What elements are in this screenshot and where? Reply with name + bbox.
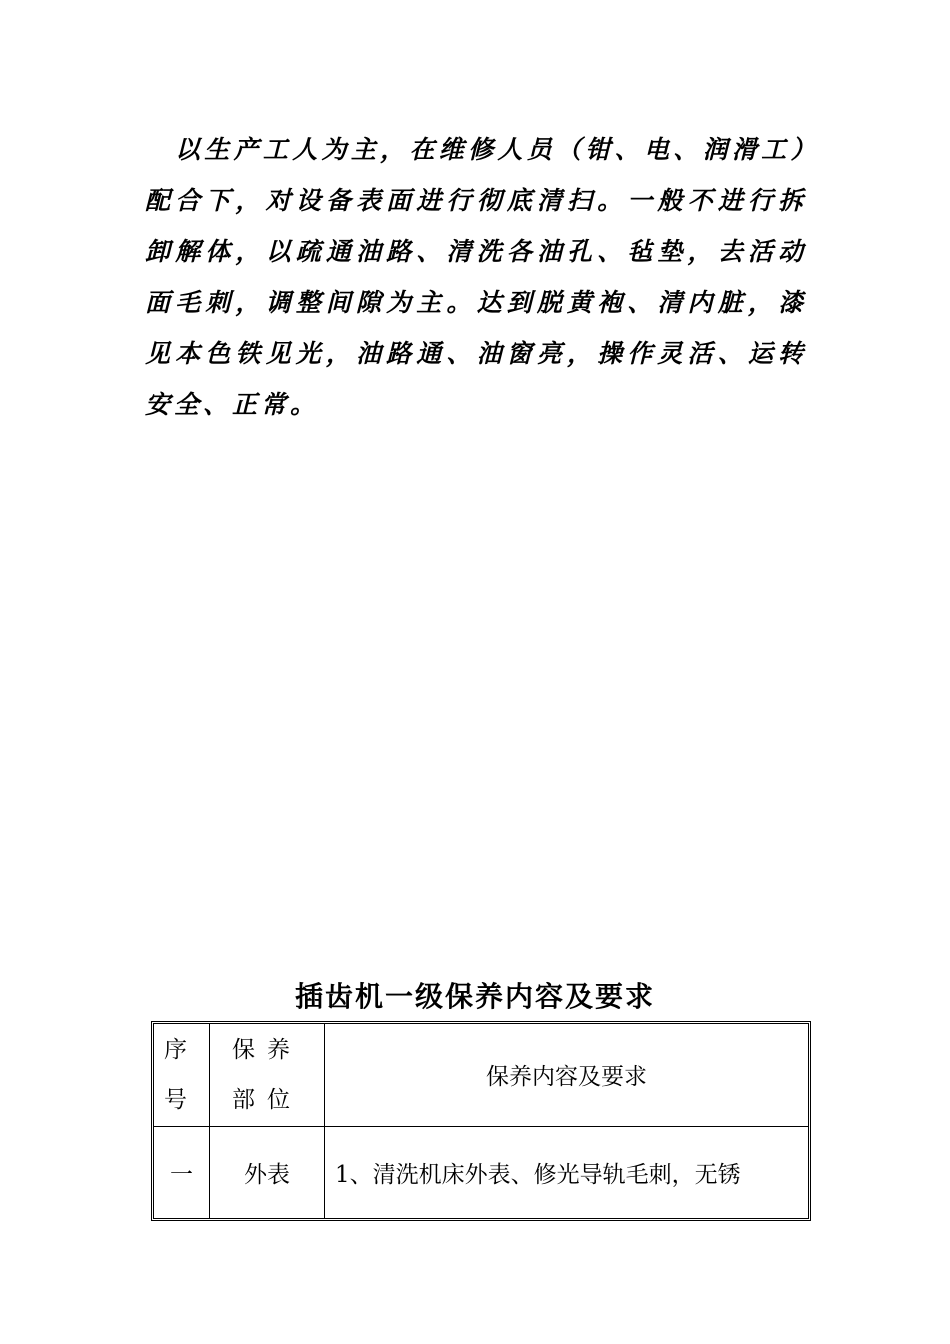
header-part-line2: 部位 xyxy=(232,1086,302,1113)
row-content: 1、清洗机床外表、修光导轨毛刺，无锈 xyxy=(325,1126,809,1218)
maintenance-table-grid xyxy=(154,1024,808,1218)
table-header-row xyxy=(154,1024,808,1126)
header-cell-no xyxy=(154,1024,210,1126)
header-cell-content: 保养内容及要求 xyxy=(325,1024,809,1126)
intro-paragraph: 以生产工人为主，在维修人员（钳、电、润滑工）配合下，对设备表面进行彻底清扫。一般不进行拆卸解体，以疏通油路、清洗各油孔、毡垫，去活动面毛刺，调整间隙为主。达到脱黄袍、清内脏，漆见本色铁见光，油路通、油窗亮，操作灵活、运转安全、正常。 xyxy=(145,135,807,419)
table-row xyxy=(154,1126,808,1218)
header-no-line1: 序 xyxy=(164,1036,199,1063)
row-no: 一 xyxy=(154,1126,210,1218)
header-no-line2: 号 xyxy=(164,1086,199,1113)
maintenance-table xyxy=(151,1021,811,1221)
table-title: 插齿机一级保养内容及要求 xyxy=(294,980,655,1013)
header-part-line1: 保养 xyxy=(232,1036,302,1063)
row-part: 外表 xyxy=(210,1126,325,1218)
header-cell-part xyxy=(210,1024,325,1126)
